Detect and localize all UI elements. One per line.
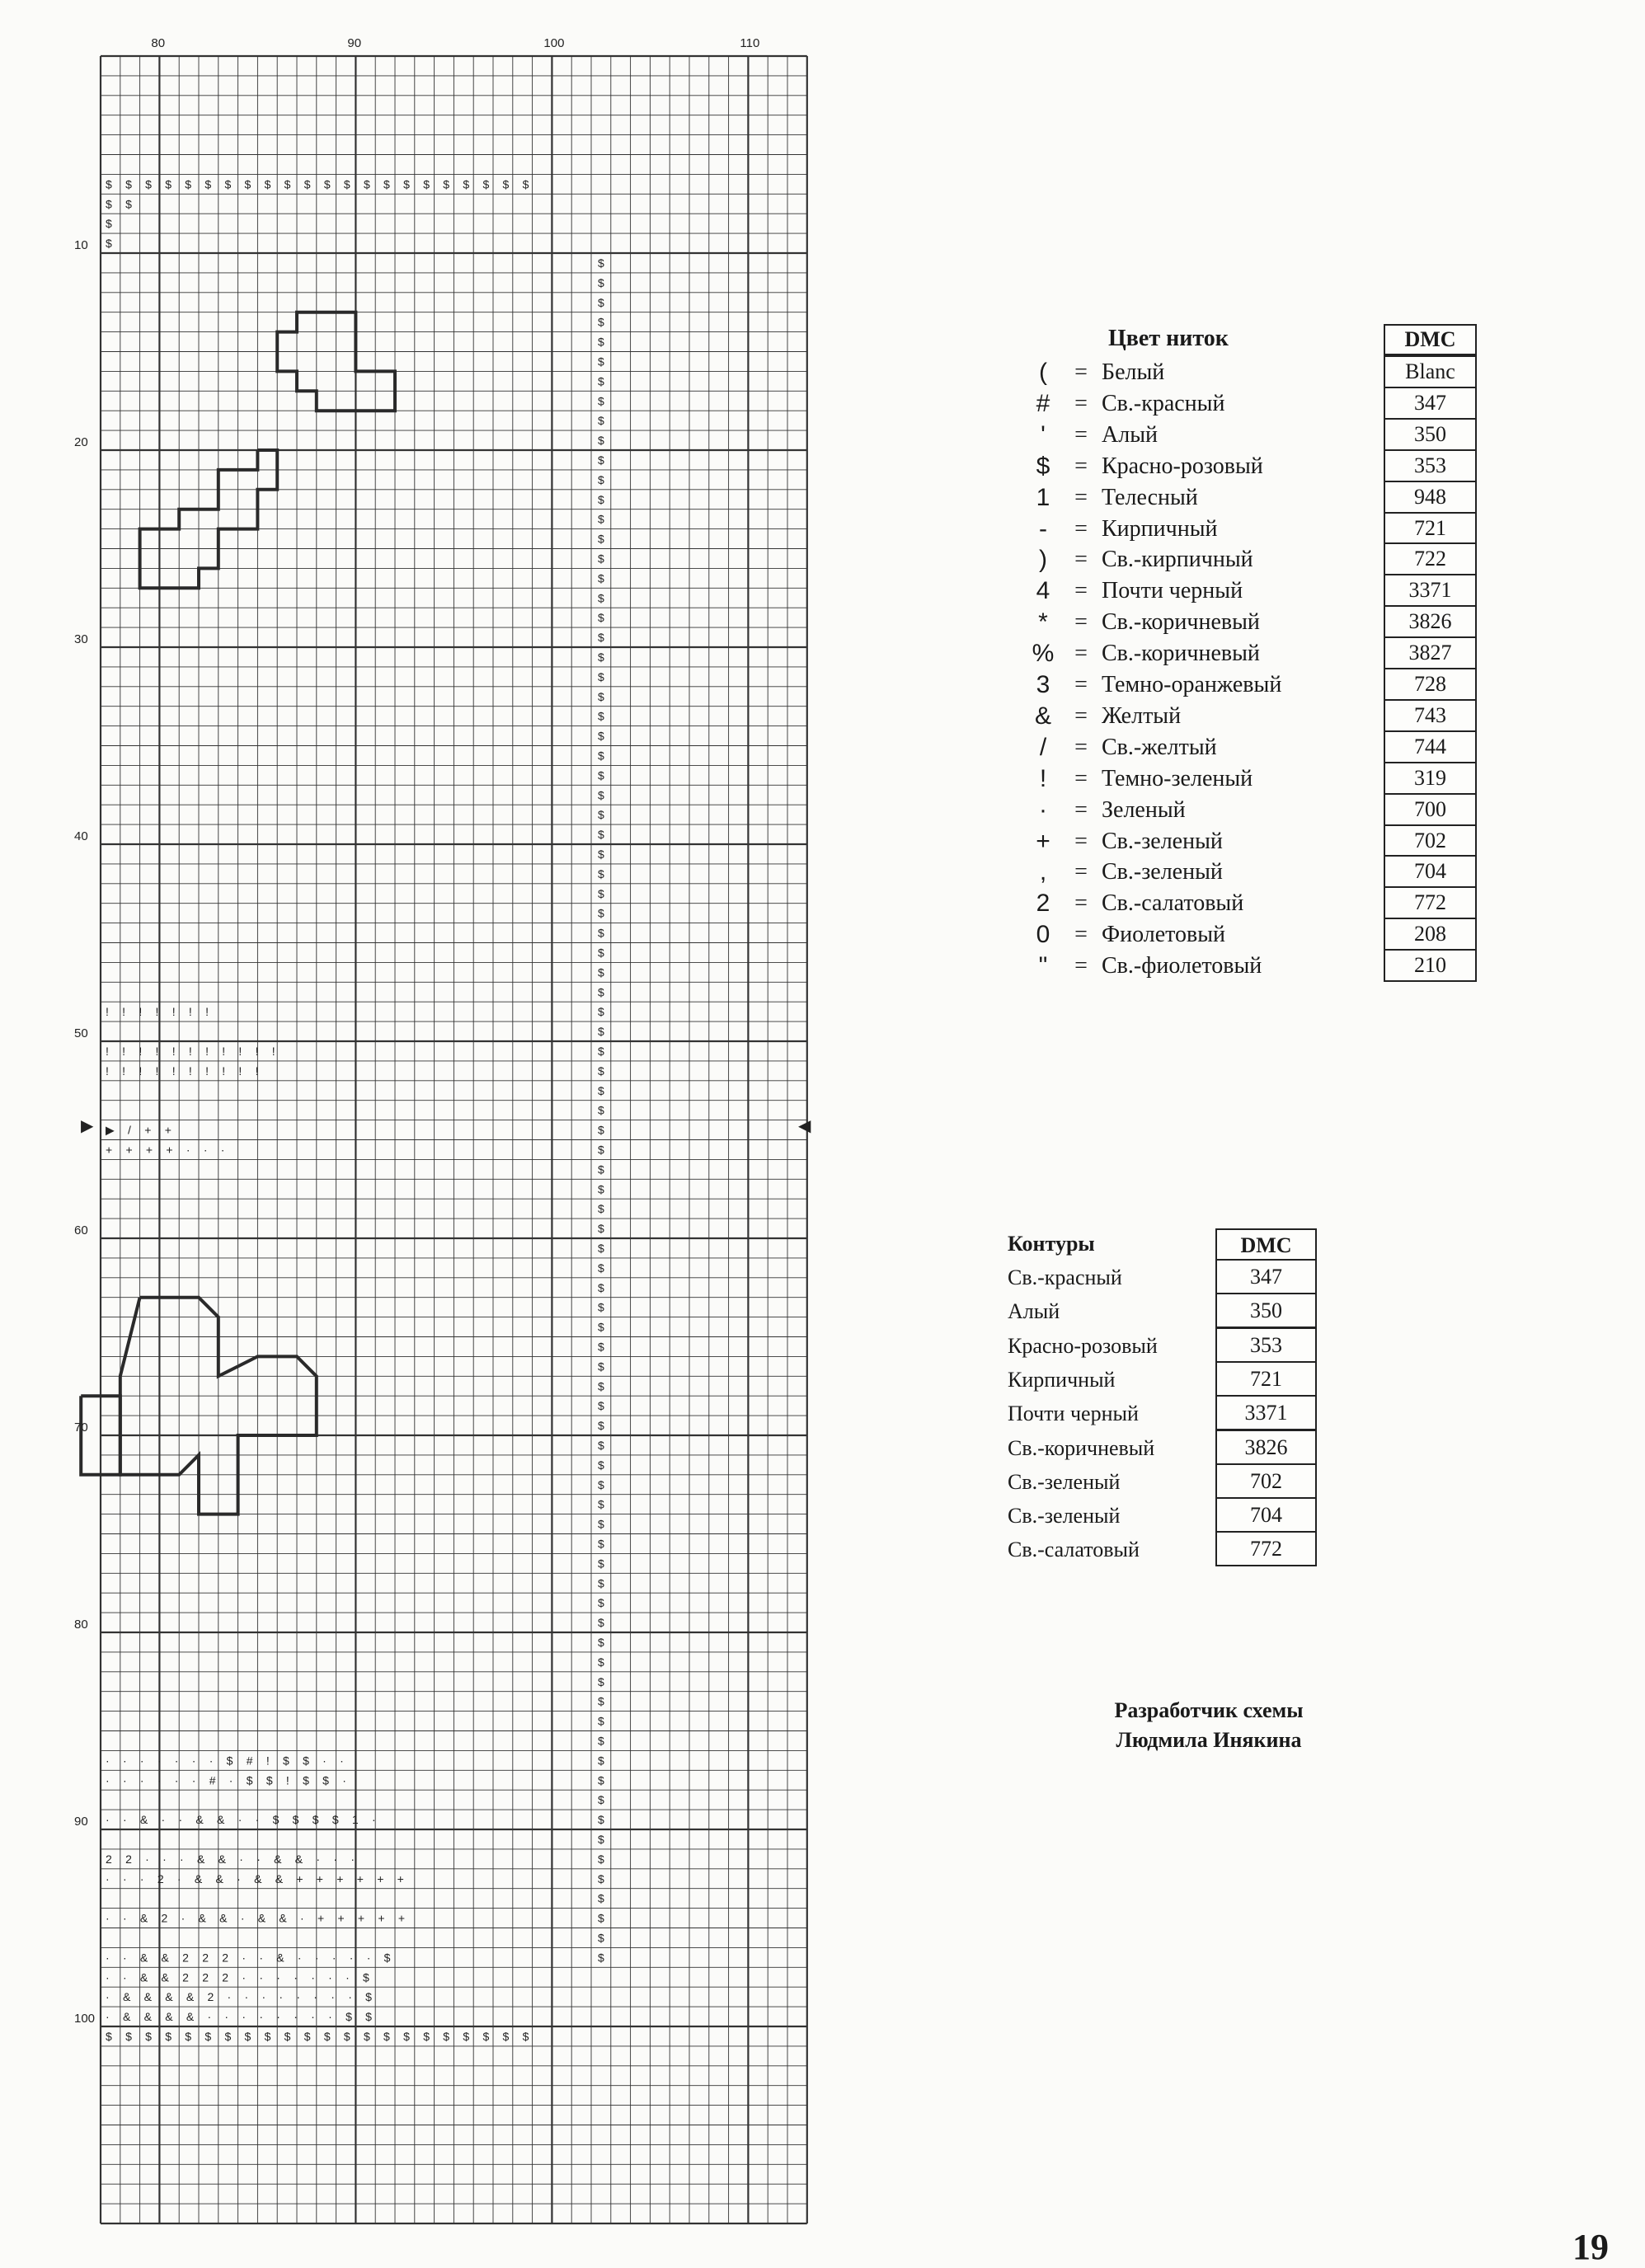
page-number: 19 [1572,2227,1609,2267]
legend-dmc-code: 772 [1384,886,1477,919]
legend-dmc-header: DMC [1384,324,1477,355]
stitch-symbol: $ [598,1162,604,1176]
stitch-symbol: $ [598,1359,604,1373]
legend-symbol: ) [1039,546,1047,574]
legend-dmc-code: 319 [1384,762,1477,795]
legend-row [1022,638,1385,669]
legend-equals: = [1074,390,1088,416]
contour-color-name: Св.-красный [1008,1265,1122,1289]
stitch-row: ! ! ! ! ! ! ! ! ! ! [106,1064,264,1078]
stitch-symbol: $ [598,1340,604,1354]
stitch-symbol: $ [598,1083,604,1097]
legend-row [1022,420,1385,451]
legend-row [1022,763,1385,795]
column-tick-label: 110 [740,36,760,50]
stitch-row: $ [106,217,117,231]
legend-symbol: - [1039,514,1047,542]
legend-row [1022,826,1385,857]
legend-color-name: Желтый [1102,702,1182,729]
stitch-symbol: $ [598,571,604,585]
contour-dmc-code: 702 [1215,1463,1317,1499]
legend-color-name: Св.-красный [1102,390,1225,416]
stitch-symbol: $ [598,1773,604,1787]
contour-color-name: Почти черный [1008,1402,1139,1426]
legend-color-name: Алый [1102,421,1158,448]
stitch-symbol: $ [598,1222,604,1236]
legend-equals: = [1074,609,1088,636]
contour-dmc-code: 347 [1215,1259,1317,1294]
stitch-symbol: $ [598,1025,604,1039]
stitch-symbol: $ [598,1636,604,1649]
legend-symbol: ' [1041,420,1046,448]
legend-color-name: Кирпичный [1102,515,1218,542]
stitch-symbol: $ [598,1852,604,1866]
legend-symbol: / [1039,733,1047,761]
stitch-row: $ $ [106,197,138,211]
column-tick-label: 90 [347,36,362,50]
stitch-symbol: $ [598,946,604,960]
legend-equals: = [1074,641,1088,667]
stitch-symbol: $ [598,492,604,506]
stitch-symbol: $ [598,1399,604,1413]
contour-color-name: Кирпичный [1008,1367,1116,1392]
stitch-symbol: $ [598,355,604,369]
legend-color-name: Св.-коричневый [1102,641,1260,667]
legend-equals: = [1074,702,1088,729]
stitch-symbol: $ [598,1557,604,1571]
stitch-symbol: $ [598,1439,604,1452]
legend-row [1022,701,1385,732]
stitch-symbol: $ [598,335,604,349]
stitch-symbol: $ [598,1300,604,1314]
stitch-symbol: $ [598,1754,604,1768]
stitch-symbol: $ [598,453,604,467]
row-tick-label: 30 [74,632,88,646]
legend-equals: = [1074,421,1088,448]
legend-equals: = [1074,828,1088,854]
legend-color-name: Св.-зеленый [1102,859,1223,885]
stitch-symbol: $ [598,788,604,802]
contour-color-name: Св.-зеленый [1008,1504,1121,1528]
stitch-symbol: $ [598,1123,604,1137]
stitch-symbol: $ [598,1576,604,1590]
stitch-symbol: $ [598,1655,604,1669]
legend-color-name: Св.-желтый [1102,734,1217,760]
stitch-symbol: $ [598,1477,604,1491]
contour-dmc-code: 772 [1215,1531,1317,1566]
legend-row [1022,388,1385,420]
legend-color-name: Св.-зеленый [1102,828,1223,854]
legend-dmc-code: 210 [1384,949,1477,982]
stitch-symbol: $ [598,709,604,723]
stitch-symbol: $ [598,472,604,486]
stitch-row: ! ! ! ! ! ! ! [106,1005,214,1019]
center-marker-right: ◀ [798,1116,811,1135]
stitch-symbol: $ [598,552,604,566]
legend-equals: = [1074,547,1088,573]
contour-color-name: Св.-салатовый [1008,1538,1140,1562]
legend-symbol: · [1039,796,1047,824]
legend-symbol: $ [1036,452,1050,480]
legend-equals: = [1074,578,1088,604]
legend-symbol: , [1039,858,1047,886]
stitch-symbol: $ [598,1242,604,1255]
row-tick-label: 10 [74,238,88,252]
stitch-symbol: $ [598,394,604,408]
stitch-symbol: $ [598,768,604,782]
legend-dmc-code: 948 [1384,481,1477,514]
stitch-symbol: $ [598,1497,604,1511]
legend-equals: = [1074,515,1088,542]
stitch-symbol: $ [598,591,604,605]
stitch-symbol: $ [598,295,604,309]
stitch-symbol: $ [598,1596,604,1610]
stitch-symbol: $ [598,1517,604,1531]
legend-symbol: ( [1039,359,1047,386]
legend-row [1022,951,1385,982]
legend-row [1022,451,1385,482]
legend-color-name: Зеленый [1102,796,1186,823]
stitch-symbol: $ [598,965,604,979]
column-tick-label: 100 [543,36,565,50]
stitch-row: + + + + · · · [106,1143,230,1157]
legend-row [1022,795,1385,826]
legend-row [1022,357,1385,388]
contour-dmc-code: 3826 [1215,1430,1317,1465]
stitch-symbol: $ [598,1891,604,1905]
legend-dmc-code: 700 [1384,793,1477,826]
stitch-row: · · & & 2 2 2 · · · · · · · $ [106,1970,375,1984]
legend-dmc-code: 744 [1384,730,1477,763]
contour-dmc-code: 350 [1215,1293,1317,1328]
stitch-symbol: $ [598,1064,604,1078]
stitch-row: 2 2 · · · & & · · & & · · · [106,1852,360,1866]
legend-dmc-code: 350 [1384,418,1477,451]
stitch-symbol: $ [598,512,604,526]
stitch-symbol: $ [598,1694,604,1708]
row-tick-label: 50 [74,1026,88,1040]
legend-equals: = [1074,890,1088,917]
legend-row [1022,732,1385,763]
legend-dmc-code: 721 [1384,512,1477,545]
stitch-symbol: $ [598,1734,604,1748]
legend-symbol: ! [1039,764,1047,792]
stitch-symbol: $ [598,650,604,664]
stitch-symbol: $ [598,926,604,940]
stitch-symbol: $ [598,1143,604,1157]
stitch-symbol: $ [598,985,604,999]
legend-symbol: 3 [1036,671,1050,698]
legend-row [1022,857,1385,888]
stitch-symbol: $ [598,611,604,625]
legend-symbol: " [1038,952,1048,980]
stitch-symbol: $ [598,1103,604,1117]
stitch-symbol: $ [598,749,604,763]
contour-dmc-code: 353 [1215,1327,1317,1363]
stitch-symbol: $ [598,434,604,448]
row-tick-label: 40 [74,829,88,843]
legend-dmc-code: 3371 [1384,574,1477,607]
stitch-symbol: $ [598,729,604,743]
stitch-row: · · · · · · · $ # ! $ $ · · [106,1754,349,1768]
stitch-symbol: $ [598,1813,604,1827]
legend-color-name: Красно-розовый [1102,453,1263,479]
contour-dmc-code: 704 [1215,1497,1317,1533]
legend-equals: = [1074,765,1088,791]
legend-symbol: % [1032,640,1055,668]
stitch-symbol: $ [598,1951,604,1965]
legend-symbol: 4 [1036,577,1050,605]
stitch-symbol: $ [598,1931,604,1945]
legend-color-name: Св.-кирпичный [1102,547,1253,573]
row-tick-label: 100 [74,2012,96,2026]
stitch-symbol: $ [598,1674,604,1688]
legend-dmc-code: 208 [1384,918,1477,951]
contour-color-name: Красно-розовый [1008,1333,1158,1358]
designer-credit-label: Разработчик схемы [1114,1698,1304,1722]
contour-color-name: Св.-коричневый [1008,1435,1155,1460]
stitch-symbol: $ [598,1320,604,1334]
legend-row [1022,514,1385,545]
legend-dmc-code: 743 [1384,699,1477,732]
legend-dmc-code: 722 [1384,542,1477,575]
legend-symbol: & [1034,702,1051,730]
stitch-symbol: $ [598,1045,604,1058]
legend-symbol: # [1036,389,1050,417]
stitch-symbol: $ [598,256,604,270]
legend-equals: = [1074,953,1088,979]
stitch-row: · & & & & 2 · · · · · · · · $ [106,1990,378,2004]
stitch-symbol: $ [598,1379,604,1393]
stitch-symbol: $ [598,808,604,822]
legend-color-name: Св.-фиолетовый [1102,953,1262,979]
legend-equals: = [1074,359,1088,385]
stitch-symbol: $ [598,866,604,880]
contour-color-name: Св.-зеленый [1008,1469,1121,1494]
legend-row [1022,544,1385,575]
legend-equals: = [1074,734,1088,760]
legend-color-name: Телесный [1102,484,1198,510]
stitch-symbol: $ [598,275,604,289]
stitch-symbol: $ [598,1616,604,1630]
legend-equals: = [1074,484,1088,510]
legend-row [1022,482,1385,514]
stitch-symbol: $ [598,532,604,546]
stitch-row: · · · 2 · & & · & & + + + + + + [106,1871,410,1885]
stitch-symbol: $ [598,1793,604,1807]
contour-dmc-code: 721 [1215,1361,1317,1397]
stitch-row: $ $ $ $ $ $ $ $ $ $ $ $ $ $ $ $ $ $ $ $ $ $ [106,177,534,191]
row-tick-label: 20 [74,435,88,449]
stitch-symbol: $ [598,848,604,861]
stitch-symbol: $ [598,1833,604,1846]
stitch-row: · · & 2 · & & · & & · + + + + + [106,1911,411,1925]
stitch-symbol: $ [598,414,604,428]
legend-color-name: Св.-коричневый [1102,609,1260,636]
legend-equals: = [1074,672,1088,697]
legend-dmc-code: Blanc [1384,355,1477,388]
legend-equals: = [1074,859,1088,885]
contour-color-name: Алый [1008,1299,1060,1324]
legend-equals: = [1074,922,1088,948]
legend-symbol: 1 [1036,483,1050,511]
stitch-symbol: $ [598,906,604,920]
legend-row [1022,607,1385,638]
stitch-symbol: $ [598,631,604,645]
stitch-row: · · & · · & & · · $ $ $ $ 1 · [106,1813,381,1827]
legend-color-name: Темно-зеленый [1102,765,1253,791]
legend-dmc-code: 3827 [1384,636,1477,669]
legend-symbol: + [1036,827,1050,855]
stitch-symbol: $ [598,1714,604,1728]
row-tick-label: 90 [74,1815,88,1829]
legend-color-name: Св.-салатовый [1102,890,1244,917]
row-tick-label: 70 [74,1420,88,1435]
contour-dmc-code: 3371 [1215,1395,1317,1430]
contours-dmc-header: DMC [1215,1228,1317,1262]
stitch-symbol: $ [598,1458,604,1472]
stitch-row: · & & & & · · · · · · · · $ $ [106,2010,378,2024]
legend-dmc-code: 3826 [1384,605,1477,638]
stitch-symbol: $ [598,374,604,388]
legend-row [1022,575,1385,607]
legend-row [1022,888,1385,919]
stitch-symbol: $ [598,886,604,900]
designer-name: Людмила Инякина [1116,1728,1302,1752]
legend-dmc-code: 353 [1384,449,1477,482]
stitch-symbol: $ [598,1202,604,1216]
stitch-symbol: $ [598,1005,604,1019]
stitch-row: · · & & 2 2 2 · · & · · · · · $ [106,1951,396,1965]
legend-symbol: 2 [1036,890,1050,918]
legend-color-name: Почти черный [1102,578,1243,604]
stitch-symbol: $ [598,1911,604,1925]
legend-symbol: 0 [1036,921,1050,949]
stitch-symbol: $ [598,1280,604,1294]
legend-dmc-code: 347 [1384,387,1477,420]
stitch-row: ▶ / + + [106,1123,177,1137]
contour-outline-lower [140,450,278,588]
stitch-symbol: $ [598,669,604,683]
row-tick-label: 80 [74,1618,88,1632]
stitch-symbol: $ [598,1182,604,1196]
legend-title: Цвет ниток [1108,326,1229,351]
stitch-symbol: $ [598,315,604,329]
stitch-symbol: $ [598,828,604,842]
legend-equals: = [1074,796,1088,823]
legend-color-name: Фиолетовый [1102,922,1226,948]
stitch-row: ! ! ! ! ! ! ! ! ! ! ! [106,1045,280,1058]
stitch-symbol: $ [598,1261,604,1275]
legend-symbol: * [1038,608,1048,636]
legend-row [1022,669,1385,701]
stitch-row: $ [106,237,117,251]
contours-title: Контуры [1008,1232,1095,1256]
stitch-row: $ $ $ $ $ $ $ $ $ $ $ $ $ $ $ $ $ $ $ $ $ $ [106,2030,534,2043]
column-tick-label: 80 [151,36,166,50]
legend-dmc-code: 704 [1384,855,1477,888]
legend-dmc-code: 702 [1384,824,1477,857]
legend-color-name: Темно-оранжевый [1102,672,1282,697]
row-tick-label: 60 [74,1223,88,1237]
legend-row [1022,919,1385,951]
legend-color-name: Белый [1102,359,1165,385]
stitch-symbol: $ [598,689,604,703]
stitch-symbol: $ [598,1871,604,1885]
stitch-symbol: $ [598,1419,604,1433]
center-marker-left: ▶ [81,1116,94,1135]
stitch-symbol: $ [598,1537,604,1551]
legend-equals: = [1074,453,1088,479]
legend-dmc-code: 728 [1384,668,1477,701]
stitch-row: · · · · · · # · $ $ ! $ $ · [106,1773,352,1787]
